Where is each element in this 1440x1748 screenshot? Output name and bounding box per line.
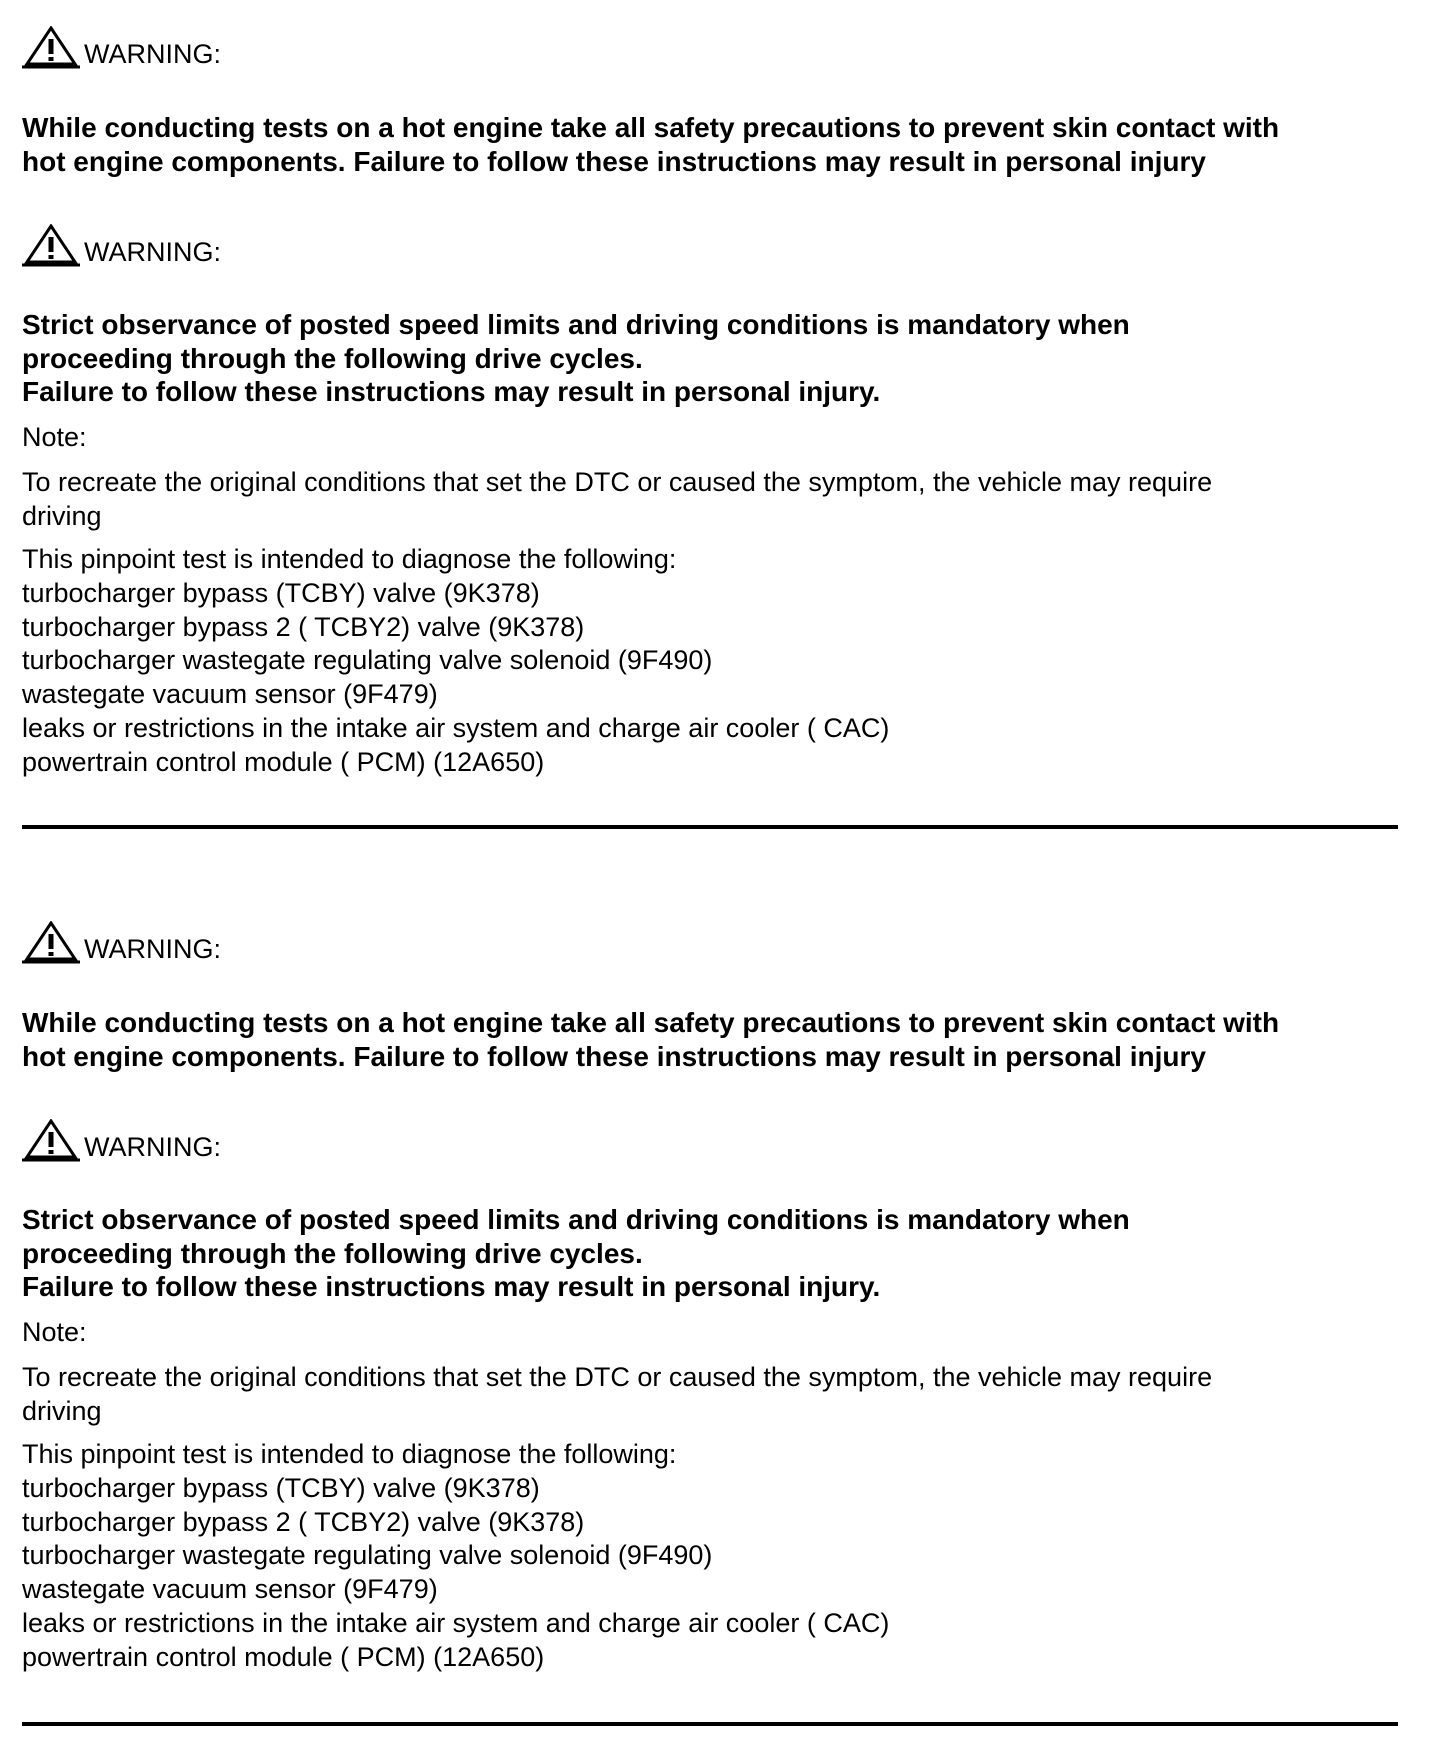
list-item: wastegate vacuum sensor (9F479) xyxy=(22,679,438,710)
note-text-line: driving xyxy=(22,500,102,531)
warning-text xyxy=(22,308,1130,409)
warning-heading xyxy=(22,1117,221,1163)
warning-triangle-icon xyxy=(22,224,80,268)
warning-text xyxy=(22,111,1279,178)
note-text xyxy=(22,1361,1212,1429)
warning-heading xyxy=(22,919,221,965)
warning-text-line: hot engine components. Failure to follow these instructions may result in personal injury xyxy=(22,1040,1206,1072)
warning-text-line: Failure to follow these instructions may result in personal injury. xyxy=(22,1271,881,1302)
pinpoint-list xyxy=(22,543,889,780)
section-2 xyxy=(22,895,1412,1745)
section-1 xyxy=(22,0,1412,850)
list-item: turbocharger bypass (TCBY) valve (9K378) xyxy=(22,577,540,608)
list-item: turbocharger wastegate regulating valve solenoid (9F490) xyxy=(22,1540,713,1571)
note-text-line: To recreate the original conditions that set the DTC or caused the symptom, the vehicle may require xyxy=(22,467,1213,497)
warning-triangle-icon xyxy=(22,921,80,965)
warning-triangle-icon xyxy=(22,26,80,70)
warning-text-line: proceeding through the following drive cycles. xyxy=(22,342,643,374)
warning-label: WARNING: xyxy=(84,1132,221,1162)
list-item: leaks or restrictions in the intake air system and charge air cooler ( CAC) xyxy=(22,712,890,743)
note-text-line: To recreate the original conditions that set the DTC or caused the symptom, the vehicle may require xyxy=(22,1362,1213,1392)
pinpoint-list xyxy=(22,1438,889,1675)
warning-text-line: proceeding through the following drive cycles. xyxy=(22,1237,643,1269)
list-item: powertrain control module ( PCM) (12A650) xyxy=(22,1641,545,1672)
warning-text-line: While conducting tests on a hot engine take all safety precautions to prevent skin contact with xyxy=(22,1007,1280,1038)
warning-text-line: Failure to follow these instructions may result in personal injury. xyxy=(22,376,881,407)
note-text-line: driving xyxy=(22,1395,102,1426)
list-item: powertrain control module ( PCM) (12A650) xyxy=(22,746,545,777)
list-item: leaks or restrictions in the intake air system and charge air cooler ( CAC) xyxy=(22,1607,890,1638)
pinpoint-intro: This pinpoint test is intended to diagnose the following: xyxy=(22,1439,677,1469)
warning-heading xyxy=(22,24,221,70)
warning-heading xyxy=(22,222,221,268)
list-item: turbocharger bypass 2 ( TCBY2) valve (9K378) xyxy=(22,1506,585,1537)
warning-text xyxy=(22,1203,1130,1304)
warning-text-line: While conducting tests on a hot engine take all safety precautions to prevent skin contact with xyxy=(22,112,1280,143)
warning-text-line: hot engine components. Failure to follow these instructions may result in personal injury xyxy=(22,145,1206,177)
note-text xyxy=(22,466,1212,534)
note-label: Note: xyxy=(22,1317,87,1347)
list-item: turbocharger bypass 2 ( TCBY2) valve (9K378) xyxy=(22,611,585,642)
warning-text-line: Strict observance of posted speed limits and driving conditions is mandatory when xyxy=(22,309,1130,340)
section-divider xyxy=(22,825,1398,829)
list-item: wastegate vacuum sensor (9F479) xyxy=(22,1574,438,1605)
section-divider xyxy=(22,1722,1398,1726)
note-label: Note: xyxy=(22,422,87,452)
list-item: turbocharger wastegate regulating valve solenoid (9F490) xyxy=(22,645,713,676)
warning-triangle-icon xyxy=(22,1119,80,1163)
warning-text-line: Strict observance of posted speed limits and driving conditions is mandatory when xyxy=(22,1204,1130,1235)
warning-text xyxy=(22,1006,1279,1073)
warning-label: WARNING: xyxy=(84,934,221,964)
list-item: turbocharger bypass (TCBY) valve (9K378) xyxy=(22,1472,540,1503)
warning-label: WARNING: xyxy=(84,237,221,267)
warning-label: WARNING: xyxy=(84,39,221,69)
pinpoint-intro: This pinpoint test is intended to diagnose the following: xyxy=(22,544,677,574)
